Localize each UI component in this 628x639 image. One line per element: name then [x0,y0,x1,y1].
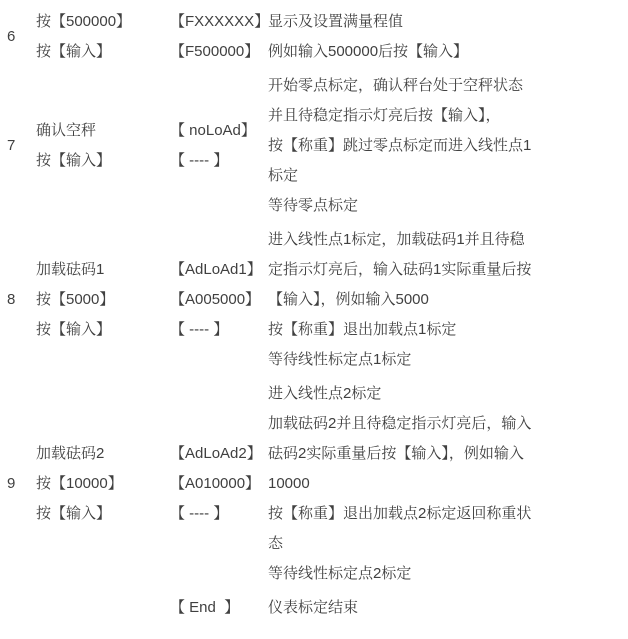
description-line: 进入线性点1标定，加载砝码1并且待稳 [268,231,525,248]
display-code: 【AdLoAd2】 [170,445,262,462]
table-row-end [0,591,628,625]
description-line: 进入线性点2标定 [268,385,382,402]
action-line: 按【输入】 [36,43,112,60]
description-line: 按【称重】跳过零点标定而进入线性点1 [268,137,532,154]
action-line: 按【输入】 [36,152,112,169]
calibration-steps-table [0,5,628,625]
description-cell [268,223,628,377]
description-line: 砝码2实际重量后按【输入】，例如输入 [268,445,524,462]
step-number-text: 8 [7,291,16,308]
step-number [0,377,36,591]
table-row-step-9 [0,377,628,591]
action-cell [36,377,170,591]
description-cell [268,69,628,223]
step-number-text: 7 [7,137,16,154]
display-code: 【 ---- 】 [170,505,229,522]
display-cell [170,5,268,69]
display-code: 【A005000】 [170,291,261,308]
description-line: 例如输入500000后按【输入】 [268,43,469,60]
display-code: 【 noLoAd】 [170,122,256,139]
action-cell [36,69,170,223]
step-number [0,69,36,223]
action-line: 按【输入】 [36,321,112,338]
display-code: 【 ---- 】 [170,321,229,338]
action-cell [36,5,170,69]
description-line: 等待零点标定 [268,197,359,214]
display-code: 【 ---- 】 [170,152,229,169]
description-line: 并且待稳定指示灯亮后按【输入】， [268,107,501,124]
display-code: 【A010000】 [170,475,261,492]
description-cell [268,591,628,625]
display-code: 【AdLoAd1】 [170,261,262,278]
description-line: 按【称重】退出加载点2标定返回称重状 [268,505,532,522]
table-row-step-8 [0,223,628,377]
description-cell [268,5,628,69]
description-line: 【输入】，例如输入5000 [268,291,429,308]
action-cell [36,591,170,625]
description-line: 开始零点标定，确认秤台处于空秤状态 [268,77,524,94]
description-line: 仪表标定结束 [268,599,359,616]
step-number [0,5,36,69]
display-cell [170,69,268,223]
display-cell [170,223,268,377]
step-number [0,223,36,377]
display-cell [170,591,268,625]
display-code: 【FXXXXXX】 [170,13,270,30]
description-line: 10000 [268,475,310,492]
step-number-text: 9 [7,475,16,492]
description-line: 按【称重】退出加载点1标定 [268,321,457,338]
step-number-text: 6 [7,28,16,45]
table-row-step-7 [0,69,628,223]
description-cell [268,377,628,591]
description-line: 等待线性标定点2标定 [268,565,412,582]
action-line: 按【10000】 [36,475,123,492]
action-line: 确认空秤 [36,122,97,139]
action-cell [36,223,170,377]
description-line: 态 [268,535,284,552]
description-line: 等待线性标定点1标定 [268,351,412,368]
description-line: 标定 [268,167,299,184]
display-cell [170,377,268,591]
action-line: 按【输入】 [36,505,112,522]
action-line: 加载砝码2 [36,445,105,462]
action-line: 加载砝码1 [36,261,105,278]
action-line: 按【500000】 [36,13,132,30]
display-code: 【F500000】 [170,43,260,60]
display-code: 【 End 】 [170,599,240,616]
step-number [0,591,36,625]
description-line: 显示及设置满量程值 [268,13,404,30]
description-line: 加载砝码2并且待稳定指示灯亮后，输入 [268,415,532,432]
table-row-step-6 [0,5,628,69]
description-line: 定指示灯亮后，输入砝码1实际重量后按 [268,261,532,278]
action-line: 按【5000】 [36,291,115,308]
